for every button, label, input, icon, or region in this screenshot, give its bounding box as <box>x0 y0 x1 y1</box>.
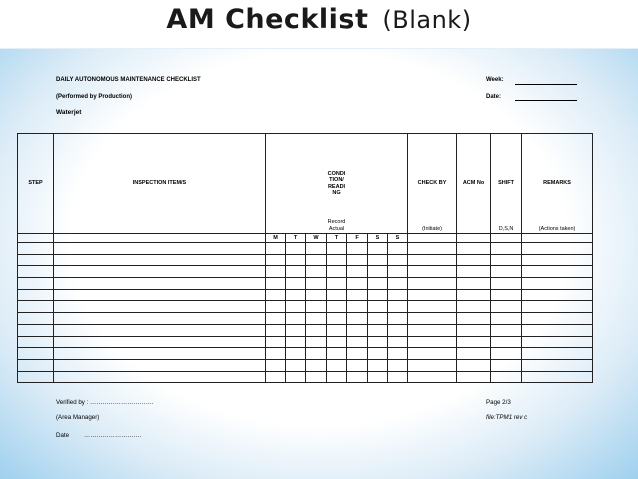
date-field-line[interactable] <box>515 100 577 101</box>
table-cell[interactable] <box>306 313 327 325</box>
check-by-header <box>408 134 457 234</box>
table-row <box>18 278 593 290</box>
table-cell[interactable] <box>388 278 408 290</box>
table-cell[interactable] <box>286 348 306 360</box>
table-cell[interactable] <box>491 289 522 301</box>
table-row <box>18 289 593 301</box>
table-cell[interactable] <box>286 278 306 290</box>
table-cell[interactable] <box>266 254 286 266</box>
table-cell[interactable] <box>286 254 306 266</box>
table-cell[interactable] <box>18 324 54 336</box>
table-cell[interactable] <box>327 348 347 360</box>
table-cell[interactable] <box>491 348 522 360</box>
table-cell[interactable] <box>266 359 286 371</box>
table-cell[interactable] <box>327 359 347 371</box>
table-cell[interactable] <box>18 313 54 325</box>
table-cell[interactable] <box>457 266 491 278</box>
table-cell[interactable] <box>388 371 408 383</box>
table-cell[interactable] <box>457 348 491 360</box>
table-cell[interactable] <box>457 313 491 325</box>
table-cell[interactable] <box>457 336 491 348</box>
table-cell[interactable] <box>327 243 347 255</box>
condition-header <box>266 134 408 234</box>
table-cell[interactable] <box>327 266 347 278</box>
table-cell[interactable] <box>286 313 306 325</box>
table-cell[interactable] <box>54 324 266 336</box>
table-cell[interactable] <box>457 324 491 336</box>
step-header <box>18 134 54 234</box>
table-cell[interactable] <box>347 359 368 371</box>
table-cell[interactable] <box>388 359 408 371</box>
table-cell[interactable] <box>306 254 327 266</box>
table-cell[interactable] <box>491 313 522 325</box>
table-cell[interactable] <box>408 278 457 290</box>
table-cell[interactable] <box>408 324 457 336</box>
table-cell[interactable] <box>491 243 522 255</box>
table-cell[interactable] <box>266 313 286 325</box>
table-cell[interactable] <box>457 254 491 266</box>
remarks-header-sub: (Actions taken) <box>538 225 576 232</box>
table-cell[interactable] <box>408 301 457 313</box>
table-cell[interactable] <box>54 266 266 278</box>
table-row <box>18 243 593 255</box>
table-cell[interactable] <box>347 371 368 383</box>
table-cell[interactable] <box>368 289 388 301</box>
days-row-step <box>18 234 54 243</box>
days-row-check-by <box>408 234 457 243</box>
table-cell[interactable] <box>327 371 347 383</box>
table-cell[interactable] <box>54 289 266 301</box>
table-cell[interactable] <box>266 324 286 336</box>
table-header-row <box>18 134 593 234</box>
table-cell[interactable] <box>54 348 266 360</box>
table-cell[interactable] <box>491 324 522 336</box>
table-row <box>18 359 593 371</box>
table-cell[interactable] <box>18 301 54 313</box>
table-cell[interactable] <box>388 336 408 348</box>
table-cell[interactable] <box>388 289 408 301</box>
table-row <box>18 313 593 325</box>
table-cell[interactable] <box>522 359 593 371</box>
days-row-acm <box>457 234 491 243</box>
table-cell[interactable] <box>347 336 368 348</box>
verified-by: Verified by : …………………………. <box>56 399 154 406</box>
day-friday: F <box>347 234 368 243</box>
machine-name: Waterjet <box>56 109 82 116</box>
table-cell[interactable] <box>347 324 368 336</box>
table-cell[interactable] <box>327 278 347 290</box>
shift-header-sub: D,S,N <box>498 225 514 232</box>
table-cell[interactable] <box>286 336 306 348</box>
table-row <box>18 266 593 278</box>
table-cell[interactable] <box>347 266 368 278</box>
footer-date-value[interactable]: ………………………. <box>84 432 142 439</box>
day-monday: M <box>266 234 286 243</box>
table-cell[interactable] <box>18 348 54 360</box>
table-cell[interactable] <box>368 313 388 325</box>
table-row <box>18 348 593 360</box>
file-reference: file:TPM1 rev c <box>486 414 528 421</box>
title-band <box>0 0 638 48</box>
table-cell[interactable] <box>54 336 266 348</box>
table-cell[interactable] <box>347 301 368 313</box>
table-cell[interactable] <box>408 336 457 348</box>
remarks-header-label: REMARKS <box>543 180 571 187</box>
table-cell[interactable] <box>327 301 347 313</box>
table-cell[interactable] <box>54 243 266 255</box>
table-cell[interactable] <box>306 243 327 255</box>
title-divider <box>0 48 638 49</box>
table-cell[interactable] <box>408 266 457 278</box>
table-cell[interactable] <box>522 371 593 383</box>
table-cell[interactable] <box>368 348 388 360</box>
table-cell[interactable] <box>306 266 327 278</box>
table-cell[interactable] <box>306 289 327 301</box>
check-by-header-sub: (Initiate) <box>422 225 442 232</box>
acm-no-header <box>457 134 491 234</box>
inspection-header-label: INSPECTION ITEM/S <box>132 180 187 187</box>
table-cell[interactable] <box>266 266 286 278</box>
days-row <box>18 234 593 243</box>
footer-date-label: Date <box>56 432 70 439</box>
table-row <box>18 324 593 336</box>
table-cell[interactable] <box>388 324 408 336</box>
date-label: Date: <box>486 94 502 100</box>
table-cell[interactable] <box>491 254 522 266</box>
table-cell[interactable] <box>18 371 54 383</box>
table-cell[interactable] <box>522 254 593 266</box>
table-cell[interactable] <box>408 359 457 371</box>
days-row-remarks <box>522 234 593 243</box>
table-cell[interactable] <box>491 336 522 348</box>
slide-title-sub: (Blank) <box>382 6 472 34</box>
table-cell[interactable] <box>522 278 593 290</box>
table-cell[interactable] <box>408 254 457 266</box>
table-cell[interactable] <box>54 301 266 313</box>
table-cell[interactable] <box>522 336 593 348</box>
days-row-inspection <box>54 234 266 243</box>
checklist-table <box>17 133 593 383</box>
table-cell[interactable] <box>522 313 593 325</box>
table-cell[interactable] <box>368 254 388 266</box>
table-cell[interactable] <box>18 254 54 266</box>
table-cell[interactable] <box>306 371 327 383</box>
slide-title <box>0 4 638 35</box>
condition-header-label: CONDI TION/ READI NG <box>327 170 346 196</box>
table-cell[interactable] <box>327 254 347 266</box>
table-cell[interactable] <box>457 371 491 383</box>
table-cell[interactable] <box>54 278 266 290</box>
day-tuesday: T <box>286 234 306 243</box>
day-wednesday: W <box>306 234 327 243</box>
table-cell[interactable] <box>368 266 388 278</box>
table-cell[interactable] <box>491 301 522 313</box>
remarks-header <box>522 134 593 234</box>
table-cell[interactable] <box>266 371 286 383</box>
table-cell[interactable] <box>457 359 491 371</box>
table-cell[interactable] <box>327 289 347 301</box>
table-cell[interactable] <box>457 289 491 301</box>
table-cell[interactable] <box>491 359 522 371</box>
table-row <box>18 301 593 313</box>
table-cell[interactable] <box>54 313 266 325</box>
table-cell[interactable] <box>408 348 457 360</box>
table-cell[interactable] <box>306 359 327 371</box>
acm-no-header-label: ACM No <box>462 180 485 187</box>
days-row-shift <box>491 234 522 243</box>
table-cell[interactable] <box>347 278 368 290</box>
table-cell[interactable] <box>408 371 457 383</box>
week-label: Week: <box>486 77 504 83</box>
table-cell[interactable] <box>54 254 266 266</box>
table-cell[interactable] <box>18 243 54 255</box>
slide-title-main: AM Checklist <box>166 4 369 35</box>
table-body <box>18 243 593 383</box>
table-cell[interactable] <box>306 301 327 313</box>
step-header-label: STEP <box>28 180 43 187</box>
table-cell[interactable] <box>347 313 368 325</box>
day-thursday: T <box>327 234 347 243</box>
table-cell[interactable] <box>457 243 491 255</box>
table-cell[interactable] <box>18 359 54 371</box>
day-sunday: S <box>388 234 408 243</box>
table-cell[interactable] <box>457 278 491 290</box>
table-cell[interactable] <box>306 278 327 290</box>
table-cell[interactable] <box>54 371 266 383</box>
table-cell[interactable] <box>368 243 388 255</box>
table-cell[interactable] <box>347 243 368 255</box>
table-cell[interactable] <box>286 301 306 313</box>
page-number: Page 2/3 <box>486 399 511 406</box>
table-cell[interactable] <box>522 324 593 336</box>
table-cell[interactable] <box>347 289 368 301</box>
table-cell[interactable] <box>457 301 491 313</box>
shift-header <box>491 134 522 234</box>
table-cell[interactable] <box>491 278 522 290</box>
table-cell[interactable] <box>306 324 327 336</box>
table-cell[interactable] <box>286 266 306 278</box>
table-cell[interactable] <box>266 278 286 290</box>
table-cell[interactable] <box>18 266 54 278</box>
table-cell[interactable] <box>368 359 388 371</box>
table-cell[interactable] <box>368 371 388 383</box>
table-row <box>18 254 593 266</box>
table-cell[interactable] <box>286 371 306 383</box>
table-cell[interactable] <box>18 289 54 301</box>
table-cell[interactable] <box>408 243 457 255</box>
inspection-header <box>54 134 266 234</box>
table-cell[interactable] <box>522 289 593 301</box>
table-cell[interactable] <box>54 359 266 371</box>
table-cell[interactable] <box>347 348 368 360</box>
table-cell[interactable] <box>266 336 286 348</box>
shift-header-label: SHIFT <box>498 180 514 187</box>
table-cell[interactable] <box>286 359 306 371</box>
table-cell[interactable] <box>266 243 286 255</box>
table-cell[interactable] <box>368 324 388 336</box>
table-cell[interactable] <box>491 266 522 278</box>
table-cell[interactable] <box>18 336 54 348</box>
area-manager-label: (Area Manager) <box>56 414 100 421</box>
table-cell[interactable] <box>347 254 368 266</box>
table-cell[interactable] <box>368 301 388 313</box>
table-cell[interactable] <box>306 336 327 348</box>
table-cell[interactable] <box>388 266 408 278</box>
performed-by-label: (Performed by Production) <box>56 94 133 100</box>
table-cell[interactable] <box>388 313 408 325</box>
table-cell[interactable] <box>388 301 408 313</box>
table-cell[interactable] <box>522 301 593 313</box>
table-cell[interactable] <box>306 348 327 360</box>
table-cell[interactable] <box>266 348 286 360</box>
table-cell[interactable] <box>408 313 457 325</box>
table-cell[interactable] <box>286 289 306 301</box>
table-cell[interactable] <box>522 243 593 255</box>
table-cell[interactable] <box>327 324 347 336</box>
table-cell[interactable] <box>388 254 408 266</box>
table-row <box>18 336 593 348</box>
table-cell[interactable] <box>266 301 286 313</box>
table-cell[interactable] <box>327 336 347 348</box>
table-cell[interactable] <box>388 243 408 255</box>
table-cell[interactable] <box>388 348 408 360</box>
form-title: DAILY AUTONOMOUS MAINTENANCE CHECKLIST <box>56 77 201 83</box>
week-field-line[interactable] <box>515 84 577 85</box>
table-cell[interactable] <box>408 289 457 301</box>
table-cell[interactable] <box>522 348 593 360</box>
table-cell[interactable] <box>491 371 522 383</box>
table-cell[interactable] <box>327 313 347 325</box>
table-cell[interactable] <box>522 266 593 278</box>
day-saturday: S <box>368 234 388 243</box>
table-cell[interactable] <box>368 278 388 290</box>
check-by-header-label: CHECK BY <box>417 180 447 187</box>
table-cell[interactable] <box>286 243 306 255</box>
table-cell[interactable] <box>266 289 286 301</box>
table-cell[interactable] <box>368 336 388 348</box>
table-row <box>18 371 593 383</box>
table-cell[interactable] <box>18 278 54 290</box>
condition-header-sub: Record Actual <box>327 219 346 232</box>
table-cell[interactable] <box>286 324 306 336</box>
